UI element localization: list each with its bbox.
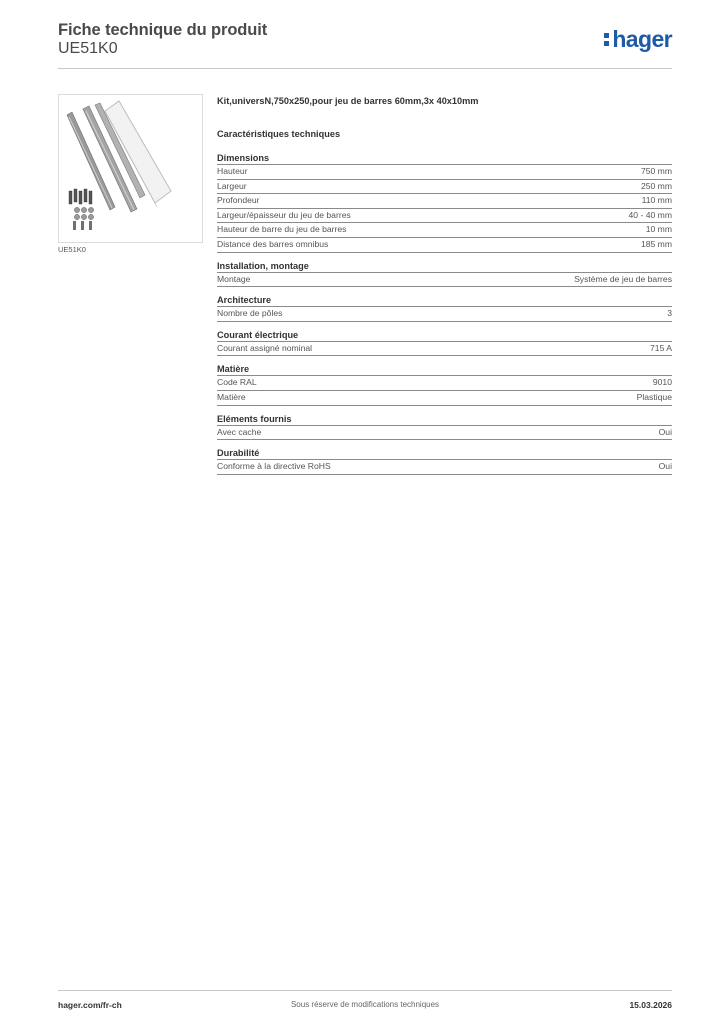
spec-label: Code RAL (217, 377, 257, 388)
spec-section (217, 413, 672, 441)
spec-value: Oui (658, 426, 672, 437)
spec-value: Plastique (636, 391, 672, 402)
spec-section (217, 447, 672, 475)
spec-value: 750 mm (640, 166, 672, 176)
spec-row (217, 223, 672, 238)
spec-content (217, 96, 672, 482)
hager-logo (604, 26, 672, 53)
spec-row (217, 307, 672, 322)
page-title: Fiche technique du produit (58, 21, 268, 39)
section-title: Dimensions (217, 152, 672, 165)
spec-value: 40 - 40 mm (628, 209, 672, 220)
product-image (58, 94, 203, 243)
spec-row (217, 165, 672, 180)
spec-label: Matière (217, 391, 246, 402)
spec-row (217, 460, 672, 475)
spec-value: 3 (667, 308, 672, 319)
spec-label: Distance des barres omnibus (217, 238, 329, 249)
section-title: Courant électrique (217, 329, 672, 342)
spec-section (217, 363, 672, 405)
product-reference: UE51K0 (58, 40, 118, 57)
spec-row (217, 238, 672, 253)
characteristics-title: Caractéristiques techniques (217, 129, 341, 139)
spec-label: Conforme à la directive RoHS (217, 461, 331, 472)
spec-label: Nombre de pôles (217, 308, 283, 319)
spec-row (217, 426, 672, 441)
product-description: Kit,universN,750x250,pour jeu de barres 60mm,3x 40x10mm (217, 96, 479, 106)
spec-row (217, 376, 672, 391)
logo-text: hager (612, 26, 672, 52)
spec-value: Oui (658, 461, 672, 472)
product-illustration (59, 95, 202, 242)
spec-row (217, 391, 672, 406)
spec-label: Hauteur (217, 166, 248, 176)
spec-row (217, 194, 672, 209)
spec-row (217, 180, 672, 195)
footer-disclaimer: Sous réserve de modifications techniques (290, 1000, 440, 1009)
spec-row (217, 273, 672, 288)
spec-label: Courant assigné nominal (217, 342, 313, 353)
spec-section (217, 329, 672, 357)
spec-row (217, 342, 672, 357)
spec-label: Avec cache (217, 426, 262, 437)
spec-value: 185 mm (640, 238, 672, 249)
spec-value: 10 mm (645, 224, 672, 235)
logo-dots-icon (604, 31, 609, 47)
spec-sections (217, 152, 672, 475)
spec-label: Largeur (217, 180, 247, 191)
section-title: Matière (217, 363, 672, 376)
section-title: Eléments fournis (217, 413, 672, 426)
footer-website-link[interactable]: hager.com/fr-ch (58, 1000, 122, 1010)
section-title: Durabilité (217, 447, 672, 460)
spec-value: 715 A (650, 342, 672, 353)
spec-value: Système de jeu de barres (574, 273, 672, 284)
section-title: Installation, montage (217, 260, 672, 273)
spec-label: Montage (217, 273, 251, 284)
spec-section (217, 260, 672, 288)
spec-value: 250 mm (640, 180, 672, 191)
spec-label: Largeur/épaisseur du jeu de barres (217, 209, 351, 220)
spec-label: Hauteur de barre du jeu de barres (217, 224, 347, 235)
image-caption: UE51K0 (58, 245, 86, 254)
page-footer (58, 990, 672, 1017)
page-header (58, 20, 672, 69)
spec-section (217, 294, 672, 322)
section-title: Architecture (217, 294, 672, 307)
footer-date: 15.03.2026 (629, 1000, 672, 1010)
spec-value: 110 mm (641, 195, 672, 206)
spec-value: 9010 (652, 377, 672, 388)
spec-row (217, 209, 672, 224)
spec-section (217, 152, 672, 253)
spec-label: Profondeur (217, 195, 260, 206)
